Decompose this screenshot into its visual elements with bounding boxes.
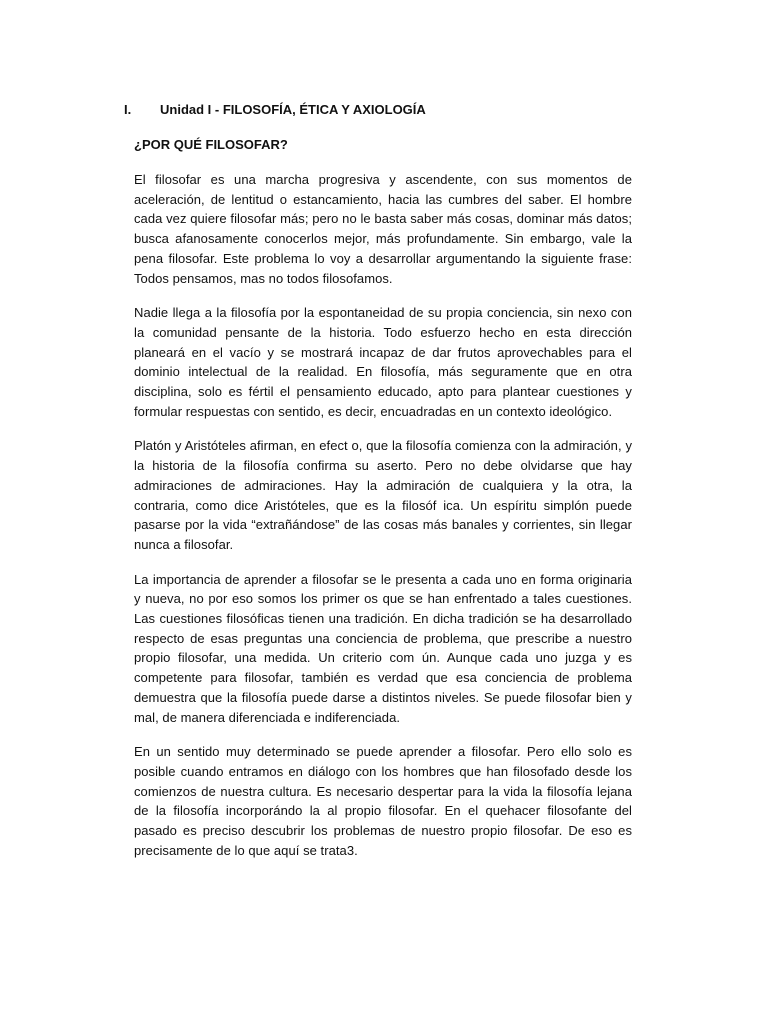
paragraph: En un sentido muy determinado se puede aprender a filosofar. Pero ello solo es posible cuando entramos en diálogo con los hombres que han filosofado desde los comienzos de nuestra cultura. Es necesario despertar para la vida la filosofía lejana de la filosofía incorporándo la al propio filosofar. En el quehacer filosofante del pasado es preciso descubrir los problemas de nuestro propio filosofar. De eso es precisamente de lo que aquí se trata3.	[134, 744, 632, 858]
paragraph: Platón y Aristóteles afirman, en efect o, que la filosofía comienza con la admiración, y la historia de la filosofía confirma su aserto. Pero no debe olvidarse que hay admiraciones de admiraciones. Hay la admiración de cualquiera y la otra, la contraria, como dice Aristóteles, que es la filosóf ica. Un espíritu simplón puede pasarse por la vida “extrañándose” de las cosas más banales y corrientes, sin llegar nunca a filosofar.	[134, 438, 632, 552]
unit-number: I.	[124, 102, 132, 117]
unit-heading	[124, 102, 426, 118]
unit-title: Unidad I - FILOSOFÍA, ÉTICA Y AXIOLOGÍA	[160, 102, 426, 117]
paragraph: El filosofar es una marcha progresiva y ascendente, con sus momentos de aceleración, de lentitud o estancamiento, hacia las cumbres del saber. El hombre cada vez quiere filosofar más; pero no le basta saber más cosas, dominar más datos; busca afanosamente conocerlos mejor, más profundamente. Sin embargo, vale la pena filosofar. Este problema lo voy a desarrollar argumentando la siguiente frase: Todos pensamos, mas no todos filosofamos.	[134, 172, 632, 286]
section-title: ¿POR QUÉ FILOSOFAR?	[134, 137, 288, 152]
paragraph: La importancia de aprender a filosofar se le presenta a cada uno en forma originaria y nueva, no por eso somos los primer os que se han enfrentado a tales cuestiones. Las cuestiones filosóficas tienen una tradición. En dicha tradición se ha desarrollado respecto de esas preguntas una conciencia de problema, que prescribe a nuestro propio filosofar, una medida. Un criterio com ún. Aunque cada uno juzga y es competente para filosofar, también es verdad que esa conciencia de problema demuestra que la filosofía puede darse a distintos niveles. Se puede filosofar bien y mal, de manera diferenciada e indiferenciada.	[134, 571, 632, 725]
paragraph: Nadie llega a la filosofía por la espontaneidad de su propia conciencia, sin nexo con la comunidad pensante de la historia. Todo esfuerzo hecho en esta dirección planeará en el vacío y se mostrará incapaz de dar frutos aprovechables para el dominio intelectual de la realidad. En filosofía, más seguramente que en otra disciplina, solo es fértil el pensamiento educado, apto para plantear cuestiones y formular respuestas con sentido, es decir, encuadradas en un contexto ideológico.	[134, 305, 632, 419]
body-text	[134, 170, 632, 876]
